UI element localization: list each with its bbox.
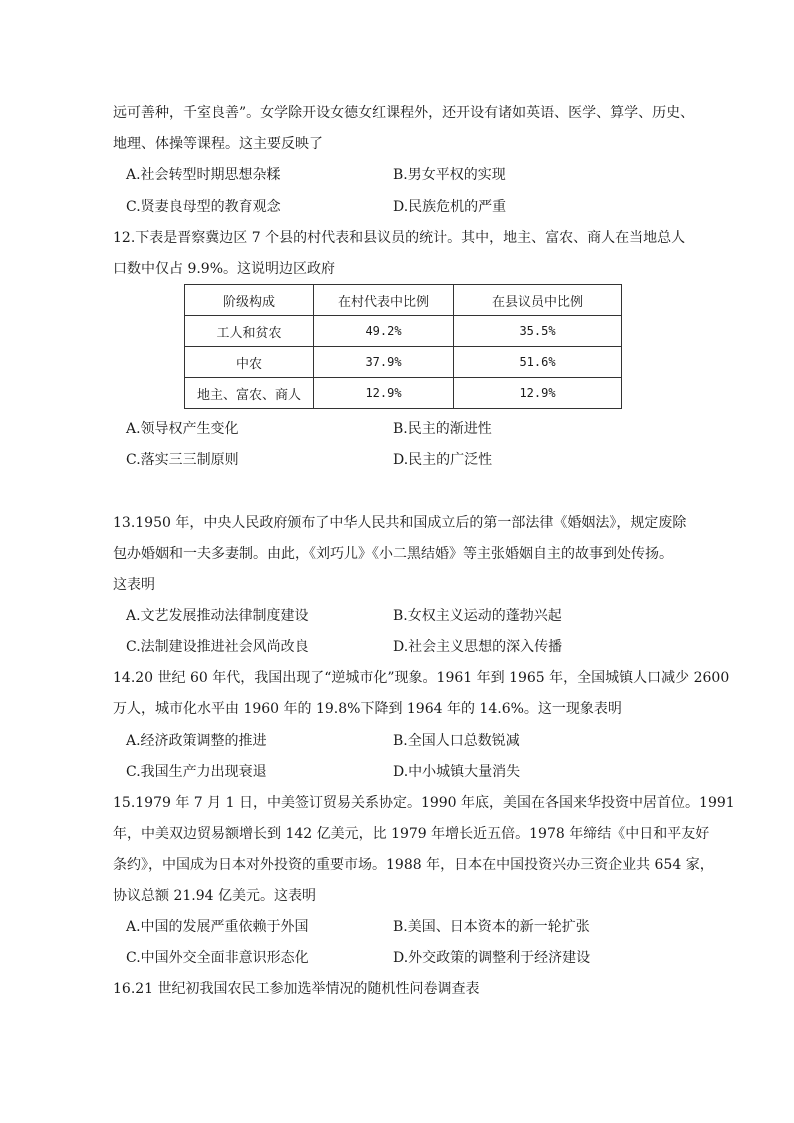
q15-option-c[interactable]: C.中国外交全面非意识形态化 xyxy=(126,950,309,966)
q13-option-d[interactable]: D.社会主义思想的深入传播 xyxy=(393,639,563,655)
table-row xyxy=(185,378,622,409)
q15-stem-line2: 年，中美双边贸易额增长到 142 亿美元，比 1979 年增长近五倍。1978 年缔结《中日和平友好 xyxy=(113,826,710,842)
q13-stem-line1: 13.1950 年，中央人民政府颁布了中华人民共和国成立后的第一部法律《婚姻法》，规定废除 xyxy=(113,515,687,531)
q15-stem-line4: 协议总额 21.94 亿美元。这表明 xyxy=(113,888,316,904)
q12-option-c[interactable]: C.落实三三制原则 xyxy=(126,452,239,468)
q12-statistics-table xyxy=(184,284,622,409)
q16-stem-line1: 16.21 世纪初我国农民工参加选举情况的随机性问卷调查表 xyxy=(113,981,480,997)
table-cell: 12.9% xyxy=(314,378,454,409)
q11-option-a[interactable]: A.社会转型时期思想杂糅 xyxy=(126,167,281,183)
q15-option-d[interactable]: D.外交政策的调整利于经济建设 xyxy=(393,950,591,966)
table-cell: 中农 xyxy=(185,347,314,378)
q11-option-c[interactable]: C.贤妻良母型的教育观念 xyxy=(126,199,281,215)
table-header-cell: 阶级构成 xyxy=(185,285,314,316)
table-cell: 35.5% xyxy=(454,316,622,347)
table-cell: 49.2% xyxy=(314,316,454,347)
q15-stem-line3: 条约》，中国成为日本对外投资的重要市场。1988 年，日本在中国投资兴办三资企业共 654 家， xyxy=(113,857,714,873)
q13-option-c[interactable]: C.法制建设推进社会风尚改良 xyxy=(126,639,309,655)
table-header-row xyxy=(185,285,622,316)
table-row xyxy=(185,347,622,378)
q15-stem-line1: 15.1979 年 7 月 1 日，中美签订贸易关系协定。1990 年底，美国在各国来华投资中居首位。1991 xyxy=(113,795,735,811)
q12-option-d[interactable]: D.民主的广泛性 xyxy=(393,452,493,468)
q12-option-b[interactable]: B.民主的渐进性 xyxy=(393,421,492,437)
table-header-cell: 在村代表中比例 xyxy=(314,285,454,316)
table-cell: 地主、富农、商人 xyxy=(185,378,314,409)
q11-stem-line2: 地理、体操等课程。这主要反映了 xyxy=(113,136,323,152)
q13-option-a[interactable]: A.文艺发展推动法律制度建设 xyxy=(126,608,309,624)
q13-option-b[interactable]: B.女权主义运动的蓬勃兴起 xyxy=(393,608,562,624)
table-cell: 工人和贫农 xyxy=(185,316,314,347)
q14-option-c[interactable]: C.我国生产力出现衰退 xyxy=(126,764,267,780)
q11-stem-line1: 远可善种，千室良善”。女学除开设女德女红课程外，还开设有诸如英语、医学、算学、历史、 xyxy=(113,105,695,121)
q11-option-d[interactable]: D.民族危机的严重 xyxy=(393,199,507,215)
table-header-cell: 在县议员中比例 xyxy=(454,285,622,316)
q15-option-b[interactable]: B.美国、日本资本的新一轮扩张 xyxy=(393,919,590,935)
q12-stem-line1: 12.下表是晋察冀边区 7 个县的村代表和县议员的统计。其中，地主、富农、商人在当地总人 xyxy=(113,230,686,246)
q13-stem-line2: 包办婚姻和一夫多妻制。由此，《刘巧儿》《小二黑结婚》等主张婚姻自主的故事到处传扬。 xyxy=(113,546,673,562)
q14-option-d[interactable]: D.中小城镇大量消失 xyxy=(393,764,521,780)
q14-stem-line2: 万人，城市化水平由 1960 年的 19.8%下降到 1964 年的 14.6%。这一现象表明 xyxy=(113,701,622,717)
q13-stem-line3: 这表明 xyxy=(113,577,155,593)
q14-option-a[interactable]: A.经济政策调整的推进 xyxy=(126,733,267,749)
q12-stem-line2: 口数中仅占 9.9%。这说明边区政府 xyxy=(113,261,336,277)
q14-option-b[interactable]: B.全国人口总数锐减 xyxy=(393,733,520,749)
q14-stem-line1: 14.20 世纪 60 年代，我国出现了“逆城市化”现象。1961 年到 1965 年，全国城镇人口减少 2600 xyxy=(113,670,730,686)
table-cell: 51.6% xyxy=(454,347,622,378)
table-row xyxy=(185,316,622,347)
table-cell: 37.9% xyxy=(314,347,454,378)
q11-option-b[interactable]: B.男女平权的实现 xyxy=(393,167,506,183)
table-cell: 12.9% xyxy=(454,378,622,409)
q15-option-a[interactable]: A.中国的发展严重依赖于外国 xyxy=(126,919,309,935)
q12-option-a[interactable]: A.领导权产生变化 xyxy=(126,421,239,437)
